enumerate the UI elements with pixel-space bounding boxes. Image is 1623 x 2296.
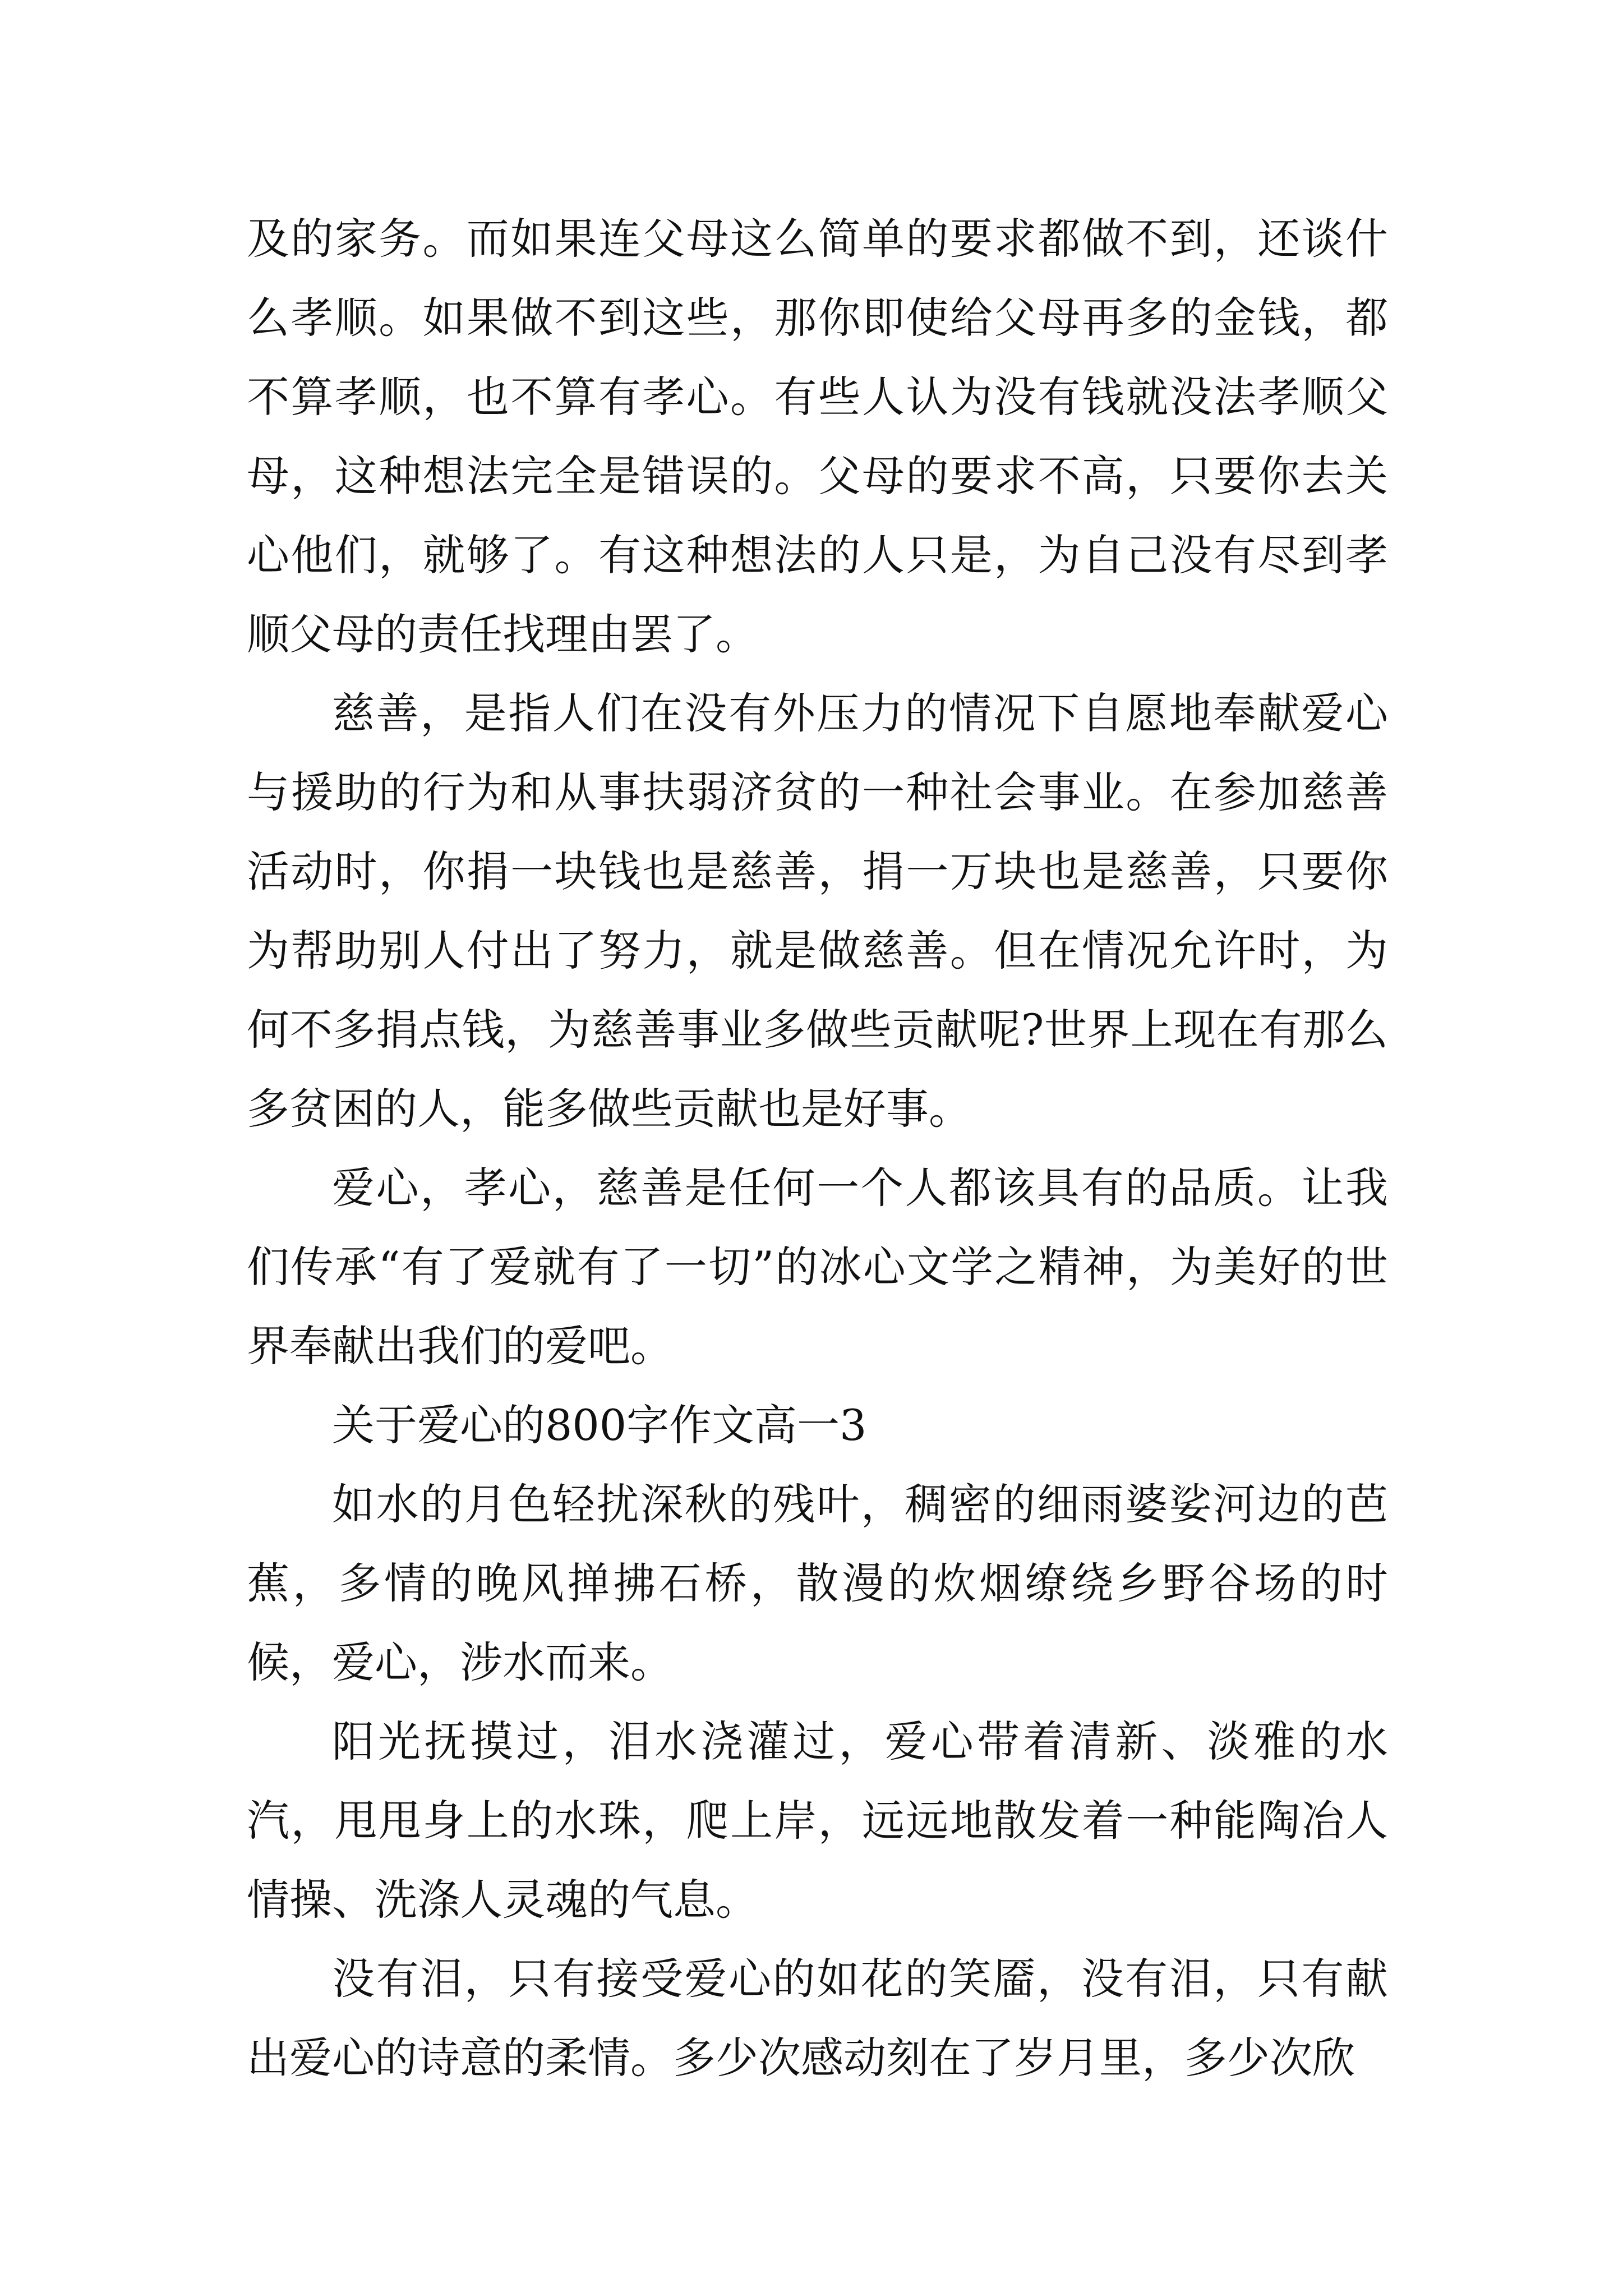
paragraph-6: 没有泪，只有接受爱心的如花的笑靥，没有泪，只有献出爱心的诗意的柔情。多少次感动刻在了岁月里，多少次欣 (247, 1954, 1388, 2083)
paragraph-2: 慈善，是指人们在没有外压力的情况下自愿地奉献爱心与援助的行为和从事扶弱济贫的一种社会事业。在参加慈善活动时，你捐一块钱也是慈善，捐一万块也是慈善，只要你为帮助别人付出了努力，就是做慈善。但在情况允许时，为何不多捐点钱，为慈善事业多做些贡献呢?世界上现在有那么多贫困的人，能多做些贡献也是好事。 (247, 688, 1388, 1134)
paragraph-1: 及的家务。而如果连父母这么简单的要求都做不到，还谈什么孝顺。如果做不到这些，那你即使给父母再多的金钱，都不算孝顺，也不算有孝心。有些人认为没有钱就没法孝顺父母，这种想法完全是错误的。父母的要求不高，只要你去关心他们，就够了。有这种想法的人只是，为自己没有尽到孝顺父母的责任找理由罢了。 (247, 214, 1388, 659)
section-heading: 关于爱心的800字作文高一3 (332, 1400, 867, 1450)
paragraph-5: 阳光抚摸过，泪水浇灌过，爱心带着清新、淡雅的水汽，甩甩身上的水珠，爬上岸，远远地散发着一种能陶冶人情操、洗涤人灵魂的气息。 (247, 1717, 1388, 1925)
document-body (247, 199, 1388, 2097)
paragraph-4: 如水的月色轻扰深秋的残叶，稠密的细雨婆娑河边的芭蕉，多情的晚风掸拂石桥，散漫的炊烟缭绕乡野谷场的时候，爱心，涉水而来。 (247, 1479, 1388, 1687)
paragraph-3: 爱心，孝心，慈善是任何一个人都该具有的品质。让我们传承“有了爱就有了一切”的冰心文学之精神，为美好的世界奉献出我们的爱吧。 (247, 1163, 1388, 1371)
